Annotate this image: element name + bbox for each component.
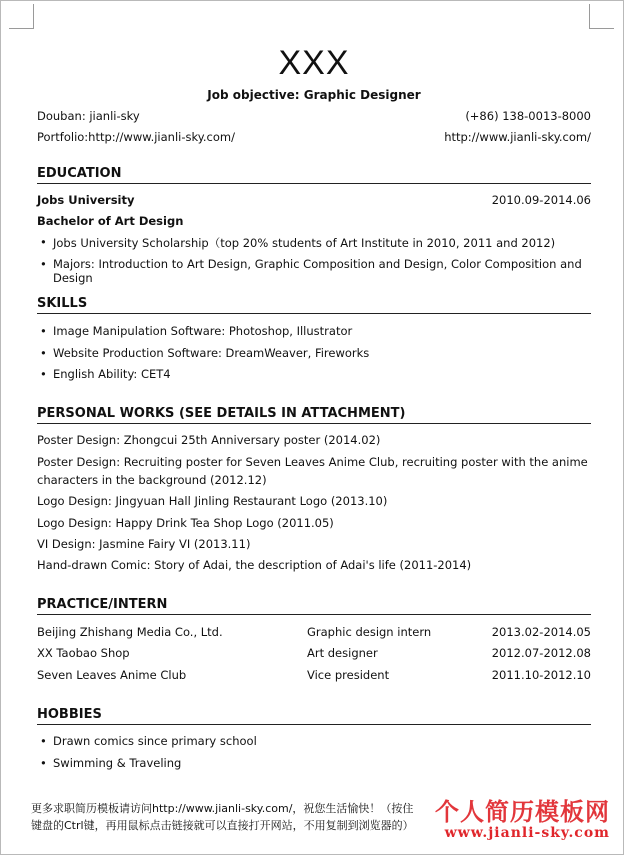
list-item: Hand-drawn Comic: Story of Adai, the description of Adai's life (2011-2014) (37, 558, 472, 572)
list-item: • Image Manipulation Software: Photoshop, Illustrator (37, 324, 591, 338)
role: Art designer (307, 646, 378, 660)
footer-note[interactable]: 更多求职简历模板请访问http://www.jianli-sky.com/，祝您生活愉快！（按住键盘的Ctrl键，再用鼠标点击链接就可以直接打开网站，不用复制到浏览器的） (31, 802, 414, 832)
company-name: XX Taobao Shop (37, 646, 130, 660)
education-dates: 2010.09-2014.06 (491, 193, 591, 207)
brand-watermark (420, 792, 610, 841)
website-link[interactable]: http://www.jianli-sky.com/ (444, 130, 591, 144)
dates: 2013.02-2014.05 (491, 625, 591, 639)
section-title-practice: PRACTICE/INTERN (37, 597, 591, 615)
dates: 2011.10-2012.10 (491, 668, 591, 682)
education-school-row (37, 193, 591, 207)
douban-handle: Douban: jianli-sky (37, 109, 140, 123)
brand-title: 个人简历模板网 (435, 797, 610, 826)
list-item: • Jobs University Scholarship（top 20% students of Art Institute in 2010, 2011 and 2012) (37, 235, 591, 251)
school-name: Jobs University (37, 193, 135, 207)
portfolio-link[interactable]: Portfolio:http://www.jianli-sky.com/ (37, 130, 235, 144)
job-objective: Job objective: Graphic Designer (207, 88, 421, 102)
list-item: Logo Design: Jingyuan Hall Jinling Restaurant Logo (2013.10) (37, 494, 388, 508)
role: Vice president (307, 668, 390, 682)
contact-row (37, 109, 591, 123)
list-item: • Drawn comics since primary school (37, 734, 591, 748)
role: Graphic design intern (307, 625, 432, 639)
margin-corner-mark (589, 4, 614, 29)
section-title-hobbies: HOBBIES (37, 707, 591, 725)
section-title-works: PERSONAL WORKS (SEE DETAILS IN ATTACHMENT) (37, 406, 591, 424)
section-title-education: EDUCATION (37, 166, 591, 184)
company-name: Beijing Zhishang Media Co., Ltd. (37, 625, 223, 639)
company-name: Seven Leaves Anime Club (37, 668, 187, 682)
table-row (37, 668, 591, 684)
margin-corner-mark (9, 4, 34, 29)
contact-row (37, 130, 591, 144)
candidate-name: XXX (278, 44, 350, 82)
list-item: Poster Design: Recruiting poster for Seven Leaves Anime Club, recruiting poster with the anime characters in the background (2012.12) (37, 455, 588, 487)
list-item: • English Ability: CET4 (37, 367, 591, 381)
section-title-skills: SKILLS (37, 296, 591, 314)
brand-url: www.jianli-sky.com (444, 825, 610, 841)
list-item: Logo Design: Happy Drink Tea Shop Logo (2011.05) (37, 516, 334, 530)
list-item: • Website Production Software: DreamWeaver, Fireworks (37, 346, 591, 360)
table-row (37, 646, 591, 662)
dates: 2012.07-2012.08 (491, 646, 591, 660)
degree: Bachelor of Art Design (37, 214, 184, 228)
list-item: Poster Design: Zhongcui 25th Anniversary poster (2014.02) (37, 433, 381, 447)
table-row (37, 625, 591, 641)
phone-number: (+86) 138-0013-8000 (465, 109, 591, 123)
list-item: • Swimming & Traveling (37, 756, 591, 770)
list-item: VI Design: Jasmine Fairy VI (2013.11) (37, 537, 251, 551)
list-item: • Majors: Introduction to Art Design, Graphic Composition and Design, Color Composition and Design (37, 257, 591, 285)
